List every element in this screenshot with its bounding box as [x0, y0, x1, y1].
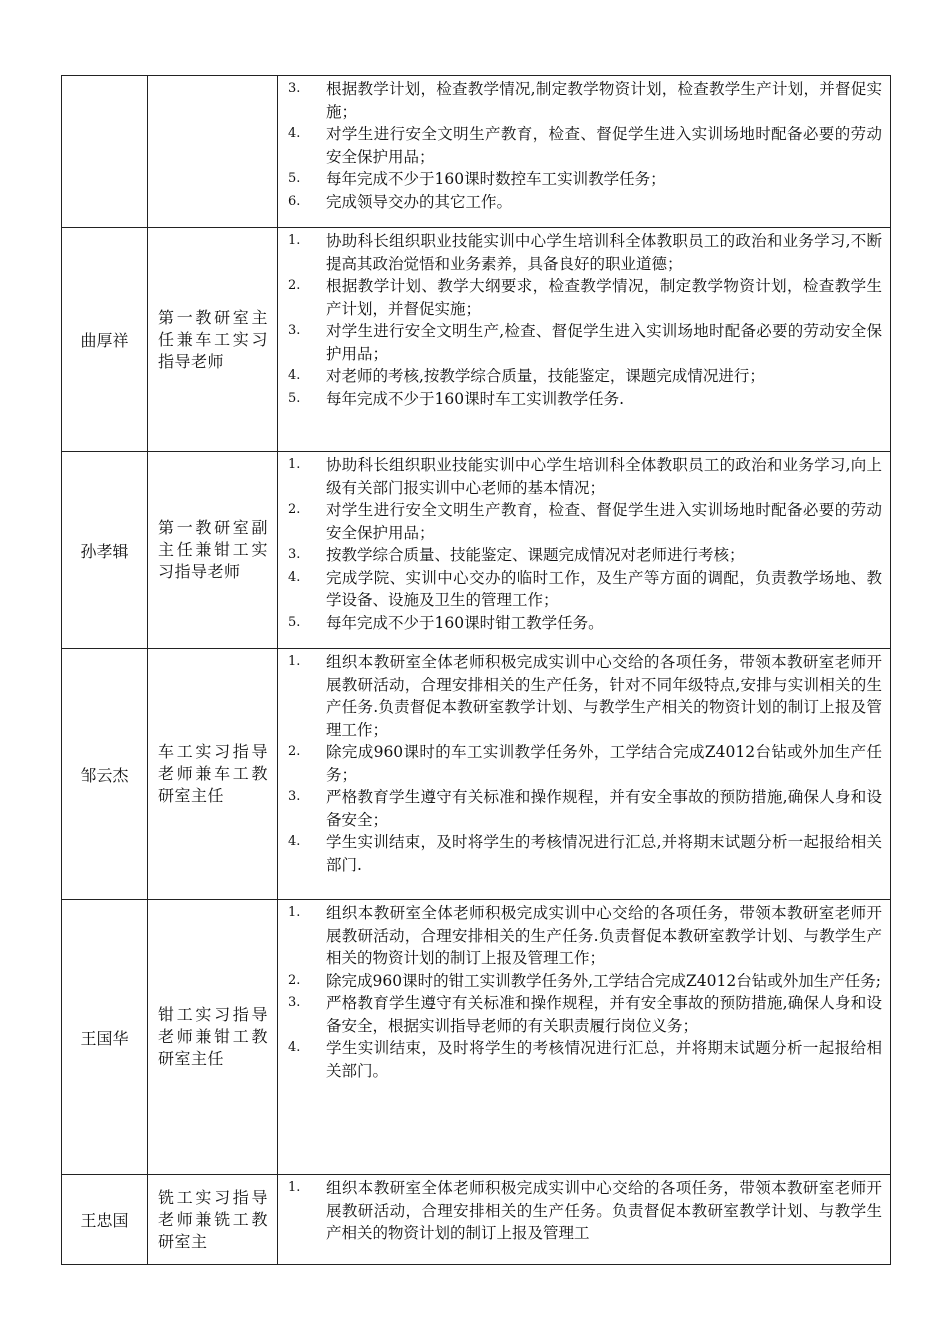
duty-item-text: 根据教学计划，检查教学情况,制定教学物资计划，检查教学生产计划，并督促实施；: [326, 80, 882, 121]
duty-item-text: 除完成960课时的车工实训教学任务外，工学结合完成Z4012台钻或外加生产任务；: [326, 743, 882, 784]
staff-name: [62, 76, 148, 228]
duty-item-text: 组织本教研室全体老师积极完成实训中心交给的各项任务，带领本教研室老师开展教研活动，合理安排相关的生产任务，针对不同年级特点,安排与实训相关的生产任务.负责督促本教研室教学计划、与教学生产相关的物资计划的制订上报及管理工作；: [326, 653, 882, 739]
duty-item: [284, 1037, 882, 1082]
duty-item: [284, 78, 882, 123]
duty-item: [284, 1177, 882, 1245]
duty-item-text: 对老师的考核,按教学综合质量，技能鉴定，课题完成情况进行；: [326, 367, 765, 385]
duty-item-text: 学生实训结束，及时将学生的考核情况进行汇总，并将期末试题分析一起报给相关部门。: [326, 1039, 882, 1080]
duty-item-text: 严格教育学生遵守有关标准和操作规程，并有安全事故的预防措施,确保人身和设备安全，根据实训指导老师的有关职责履行岗位义务；: [326, 994, 882, 1035]
duty-item: [284, 191, 882, 214]
duty-list-cell: [278, 649, 891, 900]
duty-item-text: 每年完成不少于160课时车工实训教学任务.: [326, 389, 625, 408]
staff-role-text: 第一教研室副主任兼钳工实习指导老师: [158, 518, 268, 581]
staff-role: [148, 649, 278, 900]
duty-item-number: 2.: [288, 744, 301, 759]
duty-list: [284, 230, 882, 410]
duty-list: [284, 78, 882, 213]
duty-item-text: 协助科长组织职业技能实训中心学生培训科全体教职员工的政治和业务学习,不断提高其政治觉悟和业务素养，具备良好的职业道德；: [326, 232, 882, 273]
duty-item-number: 1.: [288, 457, 301, 472]
duty-item-text: 学生实训结束，及时将学生的考核情况进行汇总,并将期末试题分析一起报给相关部门.: [326, 833, 882, 874]
staff-role-text: 第一教研室主任兼车工实习指导老师: [158, 307, 268, 371]
duty-table: [61, 75, 891, 1265]
duty-item-number: 5.: [288, 171, 301, 186]
duty-item: [284, 902, 882, 970]
duty-item-number: 4.: [288, 1040, 301, 1055]
staff-name: 王国华: [62, 900, 148, 1175]
duty-item-number: 1.: [288, 654, 301, 669]
duty-item-number: 3.: [288, 789, 301, 804]
duty-list: [284, 1177, 882, 1245]
duty-item-text: 对学生进行安全文明生产,检查、督促学生进入实训场地时配备必要的劳动安全保护用品；: [326, 322, 882, 363]
duty-list-cell: [278, 452, 891, 649]
staff-name: 曲厚祥: [62, 228, 148, 452]
duty-item-text: 按教学综合质量、技能鉴定、课题完成情况对老师进行考核；: [326, 546, 745, 564]
duty-item: [284, 454, 882, 499]
duty-item: [284, 365, 882, 388]
duty-item: [284, 831, 882, 876]
duty-list: [284, 454, 882, 634]
staff-role: [148, 452, 278, 649]
duty-item-number: 4.: [288, 368, 301, 383]
duty-item: [284, 388, 882, 411]
duty-list: [284, 651, 882, 876]
duty-item-text: 完成领导交办的其它工作。: [326, 192, 513, 211]
staff-role: [148, 900, 278, 1175]
duty-item-text: 组织本教研室全体老师积极完成实训中心交给的各项任务，带领本教研室老师开展教研活动，合理安排相关的生产任务。负责督促本教研室教学计划、与教学生产相关的物资计划的制订上报及管理工: [326, 1179, 882, 1242]
duty-list-cell: [278, 76, 891, 228]
duty-list: [284, 902, 882, 1082]
duty-list-cell: [278, 900, 891, 1175]
duty-item: [284, 651, 882, 741]
table-row: [62, 76, 891, 228]
duty-item: [284, 230, 882, 275]
duty-item-text: 严格教育学生遵守有关标准和操作规程，并有安全事故的预防措施,确保人身和设备安全；: [326, 788, 882, 829]
duty-item-text: 根据教学计划、教学大纲要求，检查教学情况，制定教学物资计划，检查教学生产计划，并督促实施；: [326, 277, 882, 318]
duty-item-number: 2.: [288, 278, 301, 293]
duty-item-number: 6.: [288, 193, 301, 209]
duty-item-number: 5.: [288, 614, 301, 630]
duty-item: [284, 168, 882, 191]
duty-item: [284, 275, 882, 320]
duty-item-text: 除完成960课时的钳工实训教学任务外,工学结合完成Z4012台钻或外加生产任务;: [326, 971, 881, 990]
staff-name: 孙孝辑: [62, 452, 148, 649]
duty-item-number: 2.: [288, 972, 301, 988]
duty-item-number: 4.: [288, 569, 301, 585]
duty-item-text: 每年完成不少于160课时钳工教学任务。: [326, 613, 604, 632]
staff-role: [148, 1175, 278, 1265]
duty-item-text: 组织本教研室全体老师积极完成实训中心交给的各项任务，带领本教研室老师开展教研活动，合理安排相关的生产任务.负责督促本教研室教学计划、与教学生产相关的物资计划的制订上报及管理工作；: [326, 904, 882, 967]
duty-item-number: 4.: [288, 126, 301, 141]
duty-item: [284, 544, 882, 567]
duty-item-text: 协助科长组织职业技能实训中心学生培训科全体教职员工的政治和业务学习,向上级有关部门报实训中心老师的基本情况；: [326, 456, 882, 497]
staff-role: [148, 228, 278, 452]
duty-item: [284, 123, 882, 168]
duty-item-text: 对学生进行安全文明生产教育，检查、督促学生进入实训场地时配备必要的劳动安全保护用品；: [326, 501, 882, 542]
table-row: [62, 228, 891, 452]
duty-table-body: [62, 76, 891, 1265]
duty-item-number: 3.: [288, 81, 301, 96]
staff-role-text: 车工实习指导老师兼车工教研室主任: [158, 742, 268, 805]
table-row: [62, 1175, 891, 1265]
duty-item: [284, 320, 882, 365]
duty-item-text: 对学生进行安全文明生产教育，检查、督促学生进入实训场地时配备必要的劳动安全保护用品；: [326, 125, 882, 166]
duty-item: [284, 567, 882, 612]
duty-item-text: 完成学院、实训中心交办的临时工作，及生产等方面的调配，负责教学场地、教学设备、设施及卫生的管理工作；: [326, 568, 882, 609]
duty-item: [284, 499, 882, 544]
table-row: [62, 900, 891, 1175]
duty-item-number: 3.: [288, 547, 301, 562]
duty-item-number: 1.: [288, 233, 301, 248]
staff-name: 王忠国: [62, 1175, 148, 1265]
duty-item-number: 4.: [288, 834, 301, 849]
duty-item-number: 3.: [288, 323, 301, 338]
duty-item: [284, 741, 882, 786]
duty-item-text: 每年完成不少于160课时数控车工实训教学任务；: [326, 170, 666, 188]
duty-item-number: 5.: [288, 390, 301, 406]
staff-name: 邹云杰: [62, 649, 148, 900]
staff-role-text: 铣工实习指导老师兼铣工教研室主: [158, 1187, 268, 1251]
duty-list-cell: [278, 1175, 891, 1265]
staff-role-text: 钳工实习指导老师兼钳工教研室主任: [158, 1005, 268, 1068]
duty-item: [284, 970, 882, 993]
staff-role: [148, 76, 278, 228]
duty-item-number: 1.: [288, 1180, 301, 1195]
table-row: [62, 452, 891, 649]
duty-item: [284, 786, 882, 831]
duty-item-number: 1.: [288, 905, 301, 920]
duty-item-number: 2.: [288, 502, 301, 517]
duty-item: [284, 992, 882, 1037]
duty-list-cell: [278, 228, 891, 452]
table-row: [62, 649, 891, 900]
duty-item: [284, 612, 882, 635]
duty-item-number: 3.: [288, 995, 301, 1010]
